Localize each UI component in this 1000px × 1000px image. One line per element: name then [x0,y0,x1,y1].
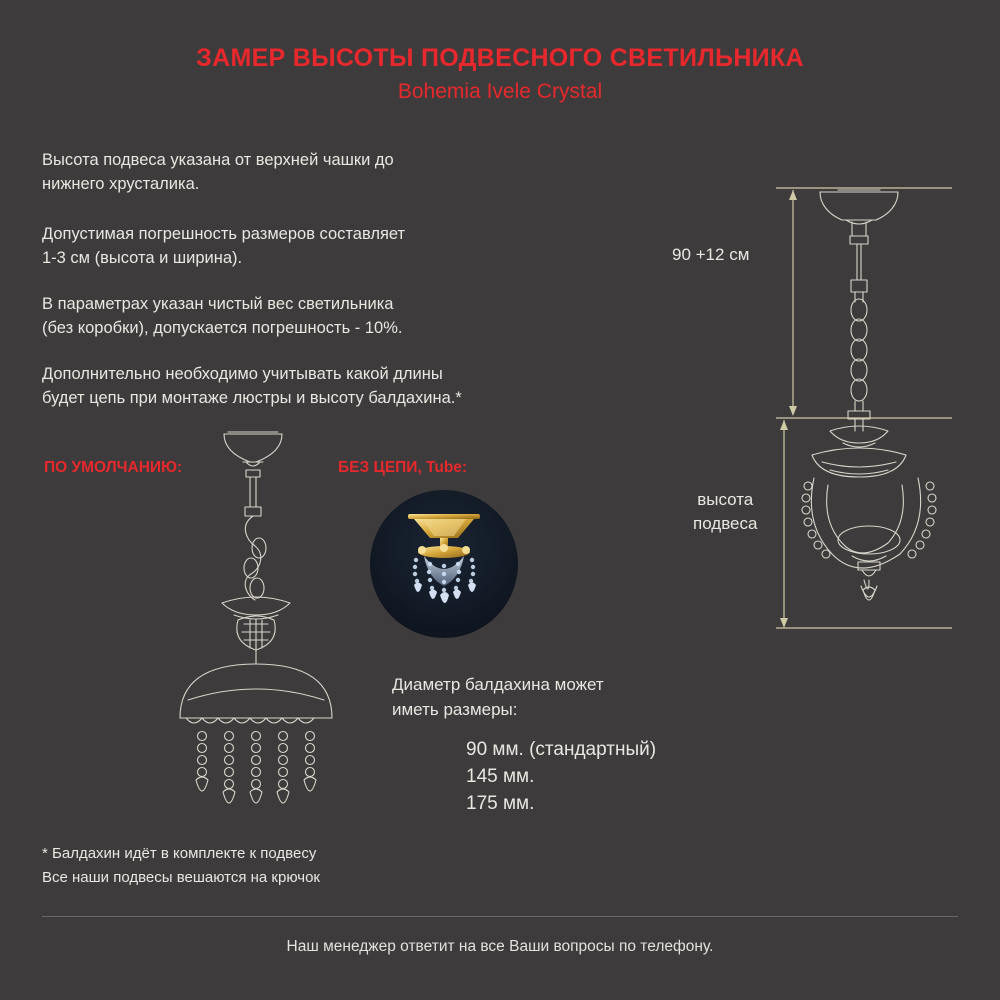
footer-text: Наш менеджер ответит на все Ваши вопросы по телефону. [286,938,714,955]
canopy-diameter-sizes: 90 мм. (стандартный) 145 мм. 175 мм. [466,739,657,814]
footer-divider [42,916,958,917]
footnotes: * Балдахин идёт в комплекте к подвесу Все наши подвесы вешаются на крючок [42,845,320,886]
page-title: ЗАМЕР ВЫСОТЫ ПОДВЕСНОГО СВЕТИЛЬНИКА [196,44,804,72]
canopy-diameter-title: Диаметр балдахина может иметь размеры: [392,675,604,719]
label-no-chain-option: БЕЗ ЦЕПИ, Tube: [338,459,468,476]
info-paragraph-4: Дополнительно необходимо учитывать какой длины будет цепь при монтаже люстры и высоту балдахина.* [42,365,462,407]
photo-fixture-illustration [370,490,518,638]
page-subtitle: Bohemia Ivele Crystal [397,80,603,103]
label-default-option: ПО УМОЛЧАНИЮ: [44,459,183,476]
left-pendant-drawing [180,432,332,803]
dimension-bottom-label: высота подвеса [693,490,758,533]
right-pendant-drawing [802,190,936,600]
measurement-guides [776,188,952,628]
info-paragraph-2: Допустимая погрешность размеров составляет 1-3 см (высота и ширина). [42,225,406,267]
photo-no-chain-variant [370,490,518,638]
info-paragraph-3: В параметрах указан чистый вес светильника (без коробки), допускается погрешность - 10%. [42,295,403,337]
info-paragraph-1: Высота подвеса указана от верхней чашки до нижнего хрусталика. [42,151,394,193]
dimension-top-label: 90 +12 см [672,245,750,264]
